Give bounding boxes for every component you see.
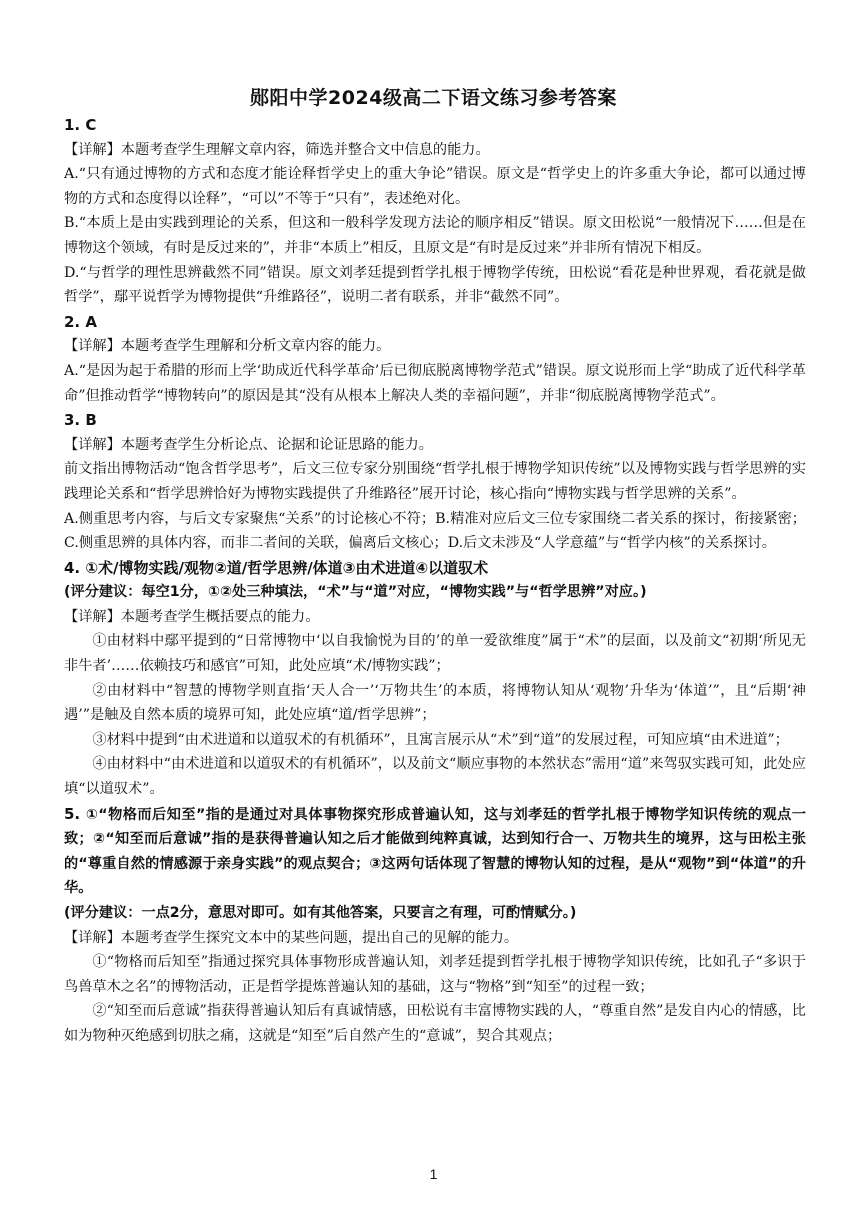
question-5-answer <box>64 802 806 901</box>
question-3-analysis: 前文指出博物活动“饱含哲学思考”，后文三位专家分别围绕“哲学扎根于博物学知识传统”以及博物实践与哲学思辨的实践理论关系和“哲学思辨恰好为博物实践提供了升维路径”展开讨论，核心指向“博物实践与哲学思辨的关系”。 <box>64 461 806 502</box>
question-3-answer: 3. B <box>64 411 97 430</box>
question-2-option-a: A.“是因为起于希腊的形而上学‘助成近代科学革命’后已彻底脱离博物学范式”错误。原文说形而上学“助成了近代科学革命”但推动哲学“博物转向”的原因是其“没有从根本上解决人类的幸福问题”，并非“彻底脱离博物学范式”。 <box>64 362 806 404</box>
question-5-item-2: ②“知至而后意诚”指获得普遍认知后有真诚情感，田松说有丰富博物实践的人，“尊重自然”是发自内心的情感，比如为物种灭绝感到切肤之痛，这就是“知至”后自然产生的“意诚”，契合其观点； <box>64 1003 806 1044</box>
answer-content <box>64 113 806 1049</box>
question-4-answer: 4. ①术/博物实践/观物②道/哲学思辨/体道③由术进道④以道驭术 <box>64 558 489 577</box>
question-1-option-a: A.“只有通过博物的方式和态度才能诠释哲学史上的重大争论”错误。原文是“哲学史上的许多重大争论，都可以通过博物的方式和态度得以诠释”，“可以”不等于“只有”，表述绝对化。 <box>64 166 806 207</box>
question-2-answer: 2. A <box>64 312 97 331</box>
question-5-item-1: ①“物格而后知至”指通过探究具体事物形成普遍认知，刘孝廷提到哲学扎根于博物学知识传统，比如孔子“多识于鸟兽草木之名”的博物活动，正是哲学提炼普遍认知的基础，这与“物格”到“知至”的过程一致； <box>64 954 806 995</box>
page-title: 郧阳中学2024级高二下语文练习参考答案 <box>250 87 617 109</box>
question-4-detail: 【详解】本题考查学生概括要点的能力。 <box>64 608 320 625</box>
question-4-item-1: ①由材料中鄢平提到的“日常博物中‘以自我愉悦为目的’的单一爱欲维度”属于“术”的层面，以及前文“初期‘所见无非牛者’……依赖技巧和感官”可知，此处应填“术/博物实践”； <box>64 633 806 675</box>
question-3-detail: 【详解】本题考查学生分析论点、论据和论证思路的能力。 <box>64 436 433 453</box>
question-4-item-2: ②由材料中“智慧的博物学则直指‘天人合一’‘万物共生’的本质，将博物认知从‘观物’升华为‘体道’”，且“后期‘神遇’”是触及自然本质的境界可知，此处应填“道/哲学思辨”； <box>64 682 806 724</box>
question-4-item-3: ③材料中提到“由术进道和以道驭术的有机循环”，且寓言展示从“术”到“道”的发展过程，可知应填“由术进道”； <box>92 731 789 748</box>
question-5-detail: 【详解】本题考查学生探究文本中的某些问题，提出自己的见解的能力。 <box>64 929 519 946</box>
question-1-option-b: B.“本质上是由实践到理论的关系，但这和一般科学发现方法论的顺序相反”错误。原文田松说“一般情况下……但是在博物这个领域，有时是反过来的”，并非“本质上”相反，且原文是“有时是反过来”并非所有情况下相反。 <box>64 215 806 256</box>
question-5-number: 5. <box>64 804 86 823</box>
page-number: 1 <box>429 1166 438 1182</box>
question-4-item-4: ④由材料中“由术进道和以道驭术的有机循环”，以及前文“顺应事物的本然状态”需用“道”来驾驭实践可知，此处应填“以道驭术”。 <box>64 756 806 798</box>
question-2-detail: 【详解】本题考查学生理解和分析文章内容的能力。 <box>64 338 391 355</box>
question-3-options: A.侧重思考内容，与后文专家聚焦“关系”的讨论核心不符；B.精准对应后文三位专家围绕二者关系的探讨，衔接紧密；C.侧重思辨的具体内容，而非二者间的关联，偏离后文核心；D.后文未涉及“人学意蕴”与“哲学内核”的关系探讨。 <box>64 510 806 552</box>
question-1-detail: 【详解】本题考查学生理解文章内容，筛选并整合文中信息的能力。 <box>64 141 490 158</box>
question-5-scoring: (评分建议：一点2分，意思对即可。如有其他答案，只要言之有理，可酌情赋分。) <box>64 905 577 921</box>
question-5-answer-text: ①“物格而后知至”指的是通过对具体事物探究形成普遍认知，这与刘孝廷的哲学扎根于博物学知识传统的观点一致；②“知至而后意诚”指的是获得普遍认知之后才能做到纯粹真诚，达到知行合一、万物共生的境界，这与田松主张的“尊重自然的情感源于亲身实践”的观点契合；③这两句话体现了智慧的博物认知的过程，是从“观物”到“体道”的升华。 <box>64 806 806 897</box>
question-1-answer: 1. C <box>64 116 97 134</box>
question-4-scoring: (评分建议：每空1分，①②处三种填法，“术”与“道”对应，“博物实践”与“哲学思辨”对应。) <box>64 584 647 601</box>
question-1-option-d: D.“与哲学的理性思辨截然不同”错误。原文刘孝廷提到哲学扎根于博物学传统，田松说“看花是种世界观，看花就是做哲学”，鄢平说哲学为博物提供“升维路径”，说明二者有联系，并非“截然不同”。 <box>64 264 806 306</box>
